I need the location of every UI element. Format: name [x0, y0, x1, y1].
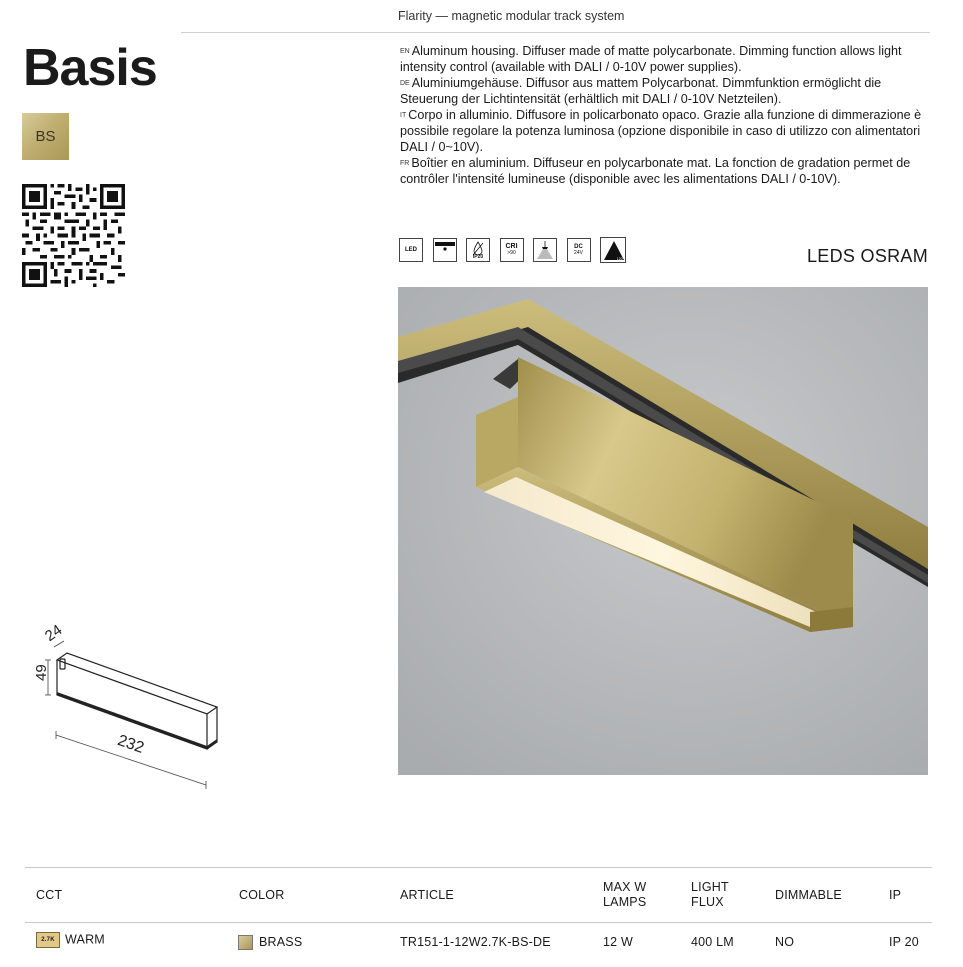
finish-swatch — [22, 113, 69, 160]
dimension-depth: 24 — [41, 621, 66, 645]
cell-dimmable: NO — [775, 935, 795, 949]
description-it: $^{IT}$ Corpo in alluminio. Diffusore in policarbonato opaco. Grazie alla funzione di dimmerazione è possibile regolare la potenza luminosa (opzione disponibile in caso di utilizzo con alimentatori DALI / 0~10V). — [400, 108, 922, 154]
header-ip: IP — [889, 888, 902, 902]
beam-icon — [533, 238, 557, 262]
table-header — [25, 867, 932, 923]
beam-angle-icon: 120° — [600, 237, 626, 263]
spec-table — [25, 867, 932, 961]
header-dimmable: DIMMABLE — [775, 888, 842, 902]
description-de: $^{DE}$ Aluminiumgehäuse. Diffusor aus mattem Polycarbonat. Dimmfunktion ermöglicht die Steuerung der Lichtintensität (erhältlich mit DALI / 0-10V Netzteilen). — [400, 76, 882, 106]
table-row — [25, 923, 932, 961]
finish-code: BS — [35, 128, 56, 145]
cell-article: TR151-1-12W2.7K-BS-DE — [400, 935, 551, 949]
header-cct: CCT — [36, 888, 63, 902]
product-photo — [398, 287, 928, 775]
cell-light-flux: 400 LM — [691, 935, 734, 949]
dc-24v-icon: DC 24V — [567, 238, 591, 262]
cell-cct: 2.7K WARM — [36, 932, 105, 948]
description-en: $^{EN}$ Aluminum housing. Diffuser made of matte polycarbonate. Dimming function allows light intensity control (available with DALI / 0-10V power supplies). — [400, 44, 902, 74]
qr-code-icon — [22, 184, 125, 287]
cct-badge: 2.7K — [36, 932, 60, 948]
product-title: Basis — [23, 39, 157, 97]
header-color: COLOR — [239, 888, 285, 902]
dimension-height: 49 — [33, 664, 50, 681]
cell-max-w: 12 W — [603, 935, 633, 949]
led-brand-note: LEDS OSRAM — [807, 246, 929, 266]
header-max-w: MAX W LAMPS — [603, 880, 647, 909]
ip20-icon: IP20 — [466, 238, 490, 262]
description-fr: $^{FR}$ Boîtier en aluminium. Diffuseur en polycarbonate mat. La fonction de gradation permet de contrôler l'intensité lumineuse (disponible avec les alimentations DALI / 0-10V). — [400, 156, 911, 186]
series-subtitle: Flarity — magnetic modular track system — [398, 9, 625, 23]
product-description — [400, 43, 935, 187]
cri-icon: CRI >90 — [500, 238, 524, 262]
dimension-length: 232 — [115, 732, 147, 757]
header-light-flux: LIGHT FLUX — [691, 880, 729, 909]
cell-color: BRASS — [238, 935, 302, 950]
header-article: ARTICLE — [400, 888, 454, 902]
cell-ip: IP 20 — [889, 935, 919, 949]
header-divider — [181, 32, 930, 33]
dimension-drawing — [22, 615, 222, 790]
led-icon: LED — [399, 238, 423, 262]
brass-swatch-icon — [238, 935, 253, 950]
track-mount-icon — [433, 238, 457, 262]
feature-icons — [399, 238, 636, 263]
